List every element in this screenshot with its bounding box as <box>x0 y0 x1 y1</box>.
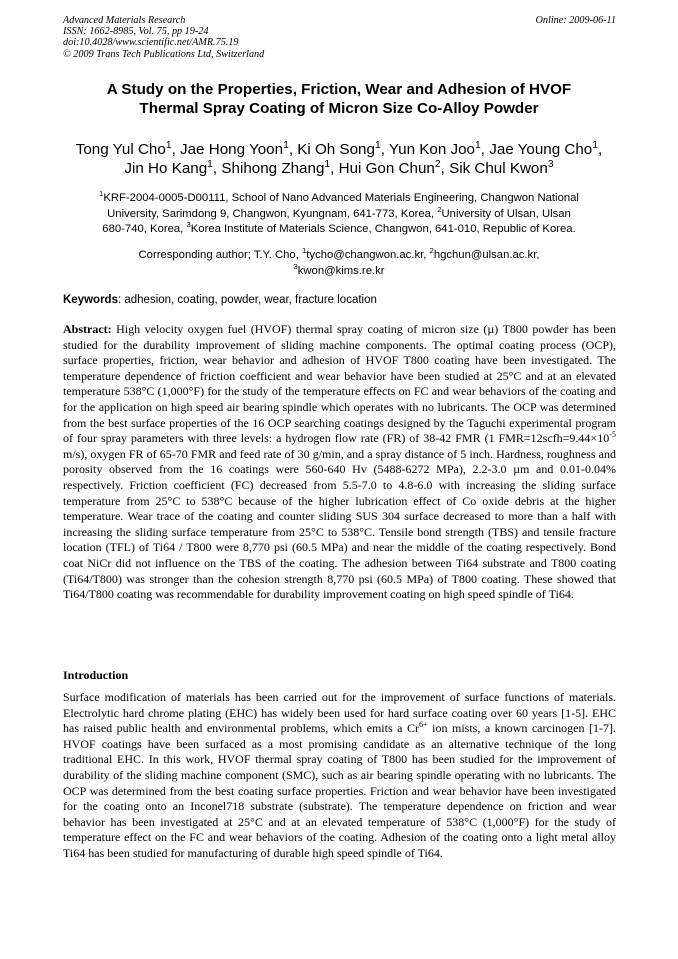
author-name: Ki Oh Song <box>297 141 375 158</box>
author-name: Jin Ho Kang <box>124 160 208 177</box>
introduction-exponent: 6+ <box>418 720 428 730</box>
abstract-text: m/s), oxygen FR of 65-70 FMR and feed rate of 30 g/min, and a spray distance of 5 inch. Hardness, roughness and porosity observed from the 16 coatings were 560-640 Hv (5488-6272 MPa), 2.2-3.0 µm and 0.01-0.04% respectively. Friction coefficient (FC) decreased from 5.5-7.0 to 4.8-6.0 with increasing the sliding surface temperature from 25°C to 538°C because of the higher lubrication effect of Co oxide debris at the higher temperature. Wear trace of the coating and counter sliding SUS 304 surface decreased to more than a half with increasing the sliding surface temperature from 25°C to 538°C. Tensile bond strength (TBS) and tensile fracture location (TFL) of Ti64 / T800 were 8,770 psi (60.5 MPa) and near the middle of the coating respectively. Bond coat NiCr did not influence on the TBS of the coating. The adhesion between Ti64 substrate and T800 coating (Ti64/T800) was stronger than the cohesion strength 8,770 psi (60.5 MPa) of T800 coating. These showed that Ti64/T800 coating was recommendable for durability improvement coating on high speed spindle of Ti64. <box>63 446 616 602</box>
author-affiliation-mark: 1 <box>475 139 481 151</box>
journal-header <box>63 15 616 60</box>
author-separator: , <box>171 141 181 158</box>
introduction-heading: Introduction <box>63 668 129 682</box>
copyright-line: © 2009 Trans Tech Publications Ltd, Switzerland <box>63 48 265 60</box>
title-line-2: Thermal Spray Coating of Micron Size Co-Alloy Powder <box>139 99 539 117</box>
author-affiliation-mark: 1 <box>165 139 172 151</box>
author-separator: , <box>212 160 222 177</box>
author-name: Hui Gon Chun <box>338 160 435 177</box>
email-mark: 2 <box>429 246 434 256</box>
journal-name: Advanced Materials Research <box>63 15 186 26</box>
issn-line: ISSN: 1662-8985, Vol. 75, pp 19-24 <box>63 26 209 38</box>
email-mark: 1 <box>302 246 307 256</box>
abstract-text: High velocity oxygen fuel (HVOF) thermal spray coating of micron size (µ) T800 powder has been studied for the durability improvement of sliding machine components. The optimal coating process (OCP), surface properties, friction, wear behavior and adhesion of HVOF T800 coating have been investigated. The temperature dependence of friction coefficient and wear behavior have been studied at 25°C and at an elevated temperature 538°C (1,000°F) for the study of the temperature effects on FC and wear behaviors of the coating and for the application on high speed air bearing spindle which operates with no lubricants. The OCP was determined from the best surface properties of the 16 OCP searching coatings designed by the Taguchi experimental program of four spray parameters with three levels: a hydrogen flow rate (FR) of 38-42 FMR (1 FMR=12scfh=9.44×10 <box>63 322 616 446</box>
author-affiliation-mark: 1 <box>374 139 381 151</box>
introduction-text: ion mists, a known carcinogen [1-7]. HVOF coatings have been surfaced as a most promising candidate as an alternative technique of the long traditional EHC. In this work, HVOF thermal spray coating of T800 has been studied for the improvement of durability of the sliding machine component (SMC), such as air bearing spindle operating with no lubricants. The OCP was determined from the best coating surface properties. Friction and wear behavior have been investigated for the coating onto an Inconel718 substrate (substrate). The temperature dependence on friction and wear behavior has been investigated at 25°C and at an elevated temperature of 538°C (1,000°F) for the study of temperature effect on the FC and wear behaviors of the coating. Adhesion of the coating onto a light metal alloy Ti64 has been studied for manufacturing of durable high speed spindle of Ti64. <box>63 721 616 860</box>
author-separator: , <box>440 160 450 177</box>
corresponding-author <box>52 248 626 279</box>
author-separator: , <box>380 141 389 158</box>
author-affiliation-mark: 1 <box>283 139 289 151</box>
author <box>180 141 297 158</box>
affiliation-mark: 1 <box>99 189 104 199</box>
affiliations <box>52 191 626 238</box>
affiliation-text: University of Ulsan, Ulsan <box>441 207 571 220</box>
affiliation-mark: 2 <box>437 204 442 214</box>
author-list <box>40 140 638 178</box>
author-affiliation-mark: 1 <box>324 158 331 170</box>
author <box>124 160 221 177</box>
email-link[interactable]: hgchun@ulsan.ac.kr, <box>433 249 540 261</box>
author-affiliation-mark: 1 <box>592 139 599 151</box>
introduction-body <box>63 690 616 862</box>
email-link[interactable]: kwon@kims.re.kr <box>297 264 385 277</box>
author <box>389 141 489 158</box>
author <box>449 160 554 177</box>
email-mark: 3 <box>293 261 298 271</box>
paper-title <box>40 81 638 118</box>
email-link[interactable]: tycho@changwon.ac.kr, <box>306 249 430 261</box>
affiliation-text: 680-740, Korea, <box>102 223 187 235</box>
abstract-exponent: -5 <box>609 430 616 440</box>
affiliation-text: Korea Institute of Materials Science, Changwon, 641-010, Republic of Korea. <box>190 223 576 235</box>
author-affiliation-mark: 2 <box>434 158 441 170</box>
online-date: Online: 2009-06-11 <box>535 15 616 26</box>
affiliation-text: University, Sarimdong 9, Changwon, Kyungnam, 641-773, Korea, <box>107 207 438 220</box>
keywords-label: Keywords <box>63 294 118 306</box>
author <box>76 141 180 158</box>
abstract <box>63 322 616 603</box>
title-line-1: A Study on the Properties, Friction, Wear and Adhesion of HVOF <box>106 81 572 98</box>
author <box>489 141 602 158</box>
corresponding-label: Corresponding author; T.Y. Cho, <box>138 249 302 261</box>
keywords <box>63 293 623 307</box>
affiliation-text: KRF-2004-0005-D00111, School of Nano Advanced Materials Engineering, Changwon National <box>103 192 579 204</box>
author-name: Sik Chul Kwon <box>449 160 548 177</box>
author-affiliation-mark: 1 <box>207 158 213 170</box>
doi-line: doi:10.4028/www.scientific.net/AMR.75.19 <box>63 37 239 49</box>
author-separator: , <box>288 141 298 158</box>
author <box>221 160 338 177</box>
author-name: Tong Yul Cho <box>75 141 166 158</box>
author-name: Yun Kon Joo <box>388 141 476 158</box>
author-separator: , <box>480 141 490 158</box>
abstract-label: Abstract: <box>63 322 112 336</box>
author-separator: , <box>598 141 603 158</box>
affiliation-mark: 3 <box>186 220 191 230</box>
introduction-text: Surface modification of materials has been carried out for the improvement of surface functions of materials. Electrolytic hard chrome plating (EHC) has widely been used for hard surface coating over 60 years [1-5]. EHC has raised public health and environmental problems, which emits a Cr <box>63 690 616 736</box>
author-name: Shihong Zhang <box>221 160 325 177</box>
author-separator: , <box>330 160 339 177</box>
author-name: Jae Hong Yoon <box>180 141 284 158</box>
author-affiliation-mark: 3 <box>547 158 554 170</box>
keywords-text: : adhesion, coating, powder, wear, fracture location <box>117 294 377 306</box>
author <box>297 141 389 158</box>
author-name: Jae Young Cho <box>489 141 593 158</box>
author <box>339 160 449 177</box>
